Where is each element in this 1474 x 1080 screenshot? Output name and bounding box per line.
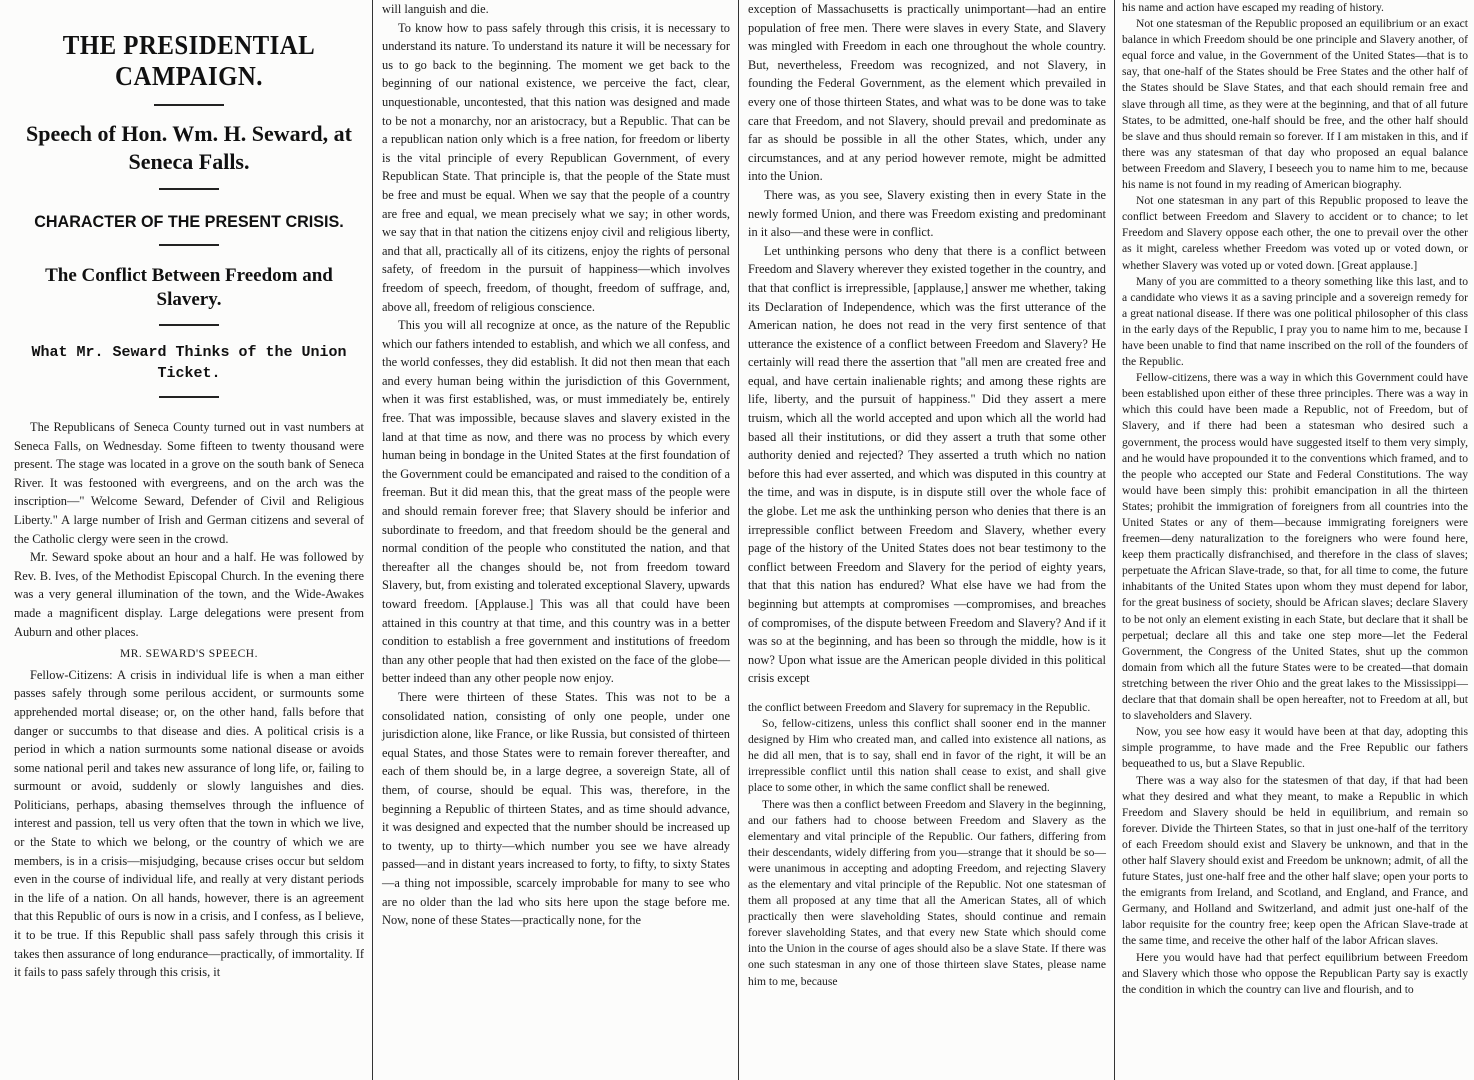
paragraph: Fellow-citizens, there was a way in which this Government could have been established upon either of these three principles. There was a way in which this could have been made a Republic, not of Freedom, but of Slavery, and if there had been a statesman who desired such a government, the process would have suggested itself to them very simply, and he would have propounded it to the conventions which framed, and to the people who accepted our State and Federal Constitutions. The way would have been simply this: prohibit emancipation in all the thirteen States; prohibit the immigration of foreigners from all countries into the United States or any of them—because immigrating foreigners were freemen—deny naturalization to the foreigners who were found here, keep them practically disfranchised, and therefore in the class of slaves; perpetuate the African Slave-trade, so that, for all time to come, the future inhabitants of the United States upon whom they must depend for labor, for the great business of society, should be African slaves; declare Slavery to be not only an element existing in each State, but declare that it shall be perpetual; declare all this and take one step more—let the Federal Government, the Congress of the United States, shut up the common domain from which all the future States were to be created—that domain stretching between the river Ohio and the great lakes to the Mississippi—declare that that domain shall be open hereafter, not to Freedom at all, but to slaveholders and Slavery. [1122, 371, 1468, 723]
conflict-headline: The Conflict Between Freedom and Slavery. [45, 265, 333, 310]
paragraph: There was then a conflict between Freedom and Slavery in the beginning, and our fathers had to choose between Freedom and Slavery as the elementary and vital principle of the Republic. Our fathers, differing from their descendants, widely differing from you—strange that it should be so—were unanimous in accepting and adopting Freedom, and rejecting Slavery as the elementary and vital principle of the Republic. Not one statesman of them all proposed at any time that all the American States, all of which practically then were slaveholding States, should continue and remain forever slaveholding States, and that every new State which should come into the Union in the course of ages should also be a slave State. If there was one such statesman in any one of those thirteen slave States, please name him to me, because [748, 797, 1106, 988]
paragraph: Let unthinking persons who deny that there is a conflict between Freedom and Slavery wherever they existed together in the country, and that that conflict is irrepressible, [applause,] answer me whether, taking its Declaration of Independence, which was the first utterance of the American nation, he does not read in the very first sentence of that utterance the existence of a conflict between Freedom and Slavery? He certainly will read there the assertion that "all men are created free and equal, and have certain inalienable rights; and among these rights are life, liberty, and the pursuit of happiness." Did they assert a mere truism, which all the world accepted and upon which all the world had based all their institutions, or did they assert a truth that some other authority denied and rejected? They asserted a truth which no nation before this had ever asserted, and which was disputed in this country at the time, and was in dispute, is in dispute still over the whole face of the globe. Let me ask the unthinking person who denies that there is an irrepressible conflict between Freedom and Slavery, whether every page of the history of the United States does not bear testimony to the conflict between Freedom and Slavery for the period of eighty years, that that this nation has endured? What else have we had from the beginning but attempts at compromises —compromises, and breaches of compromises, of the dispute between Freedom and Slavery? And if it was so at the beginning, and has been so through the middle, how is it now? Upon what issue are the American people divided in this political crisis except [748, 243, 1106, 686]
paragraph: his name and action have escaped my reading of history. [1122, 1, 1384, 14]
column-break [748, 688, 1106, 696]
paragraph: So, fellow-citizens, unless this conflict shall sooner end in the manner designed by Him who created man, and called into existence all nations, as he did all men, that is to say, shall end in favor of the right, it will be an irrepressible conflict until this nation shall cease to exist, and shall give place to some other, in which the same conflict shall be renewed. [748, 717, 1106, 795]
paragraph: Not one statesman of the Republic proposed an equilibrium or an exact balance in which Freedom should be one principle and Slavery another, of equal force and value, in the Government of the United States—that is to say, that one-half of the States should be Free States and the other half of the States should be Slave States, and that each should remain free and slave through all time, as they were at the beginning, and that of all future States, to be admitted, one-half should be free, and the other half should be slave and thus should remain so forever. If I am mistaken in this, and if there was any statesman of that day who proposed an equal balance between Freedom and Slavery, I beseech you to name him to me, because his name is not found in my reading of American biography. [1122, 17, 1468, 192]
column-rule [372, 0, 373, 1080]
headline-divider [159, 324, 219, 326]
paragraph: the conflict between Freedom and Slavery for supremacy in the Republic. [748, 700, 1091, 714]
speech-headline: Speech of Hon. Wm. H. Seward, at Seneca Falls. [26, 121, 352, 174]
paragraph: The Republicans of Seneca County turned out in vast numbers at Seneca Falls, on Wednesday. Some fifteen to twenty thousand were present. The stage was located in a grove on the south bank of Seneca River. It was festooned with evergreens, and on the arch was the inscription—" Welcome Seward, Defender of Civil and Religious Liberty." A large number of Irish and German citizens and several of the Catholic clergy were seen in the crowd. [14, 420, 364, 546]
article-body-small [748, 700, 1106, 990]
speech-subheading: MR. SEWARD'S SPEECH. [120, 648, 258, 661]
article-body [14, 418, 364, 982]
column-4 [1116, 0, 1474, 1080]
column-3 [740, 0, 1114, 1080]
main-headline: THE PRESIDENTIAL CAMPAIGN. [62, 30, 316, 91]
column-rule [738, 0, 739, 1080]
paragraph: Here you would have had that perfect equilibrium between Freedom and Slavery which those who oppose the Republican Party say is exactly the condition in which the country can live and flourish, and to [1122, 950, 1468, 996]
article-body-small [1122, 0, 1468, 998]
headline-divider [159, 396, 219, 398]
paragraph: There was, as you see, Slavery existing then in every State in the newly formed Union, and there was Freedom existing and predominant in it also—and these were in conflict. [748, 187, 1106, 240]
paragraph: will languish and die. [382, 2, 489, 16]
paragraph: Many of you are committed to a theory something like this last, and to a candidate who views it as a saving principle and a sovereign remedy for a great national disease. If there was one political philosopher of this class in the early days of the Republic, I pray you to name him to me, because I have been unable to find that name inscribed on the roll of the founders of the Republic. [1122, 274, 1468, 369]
paragraph: This you will all recognize at once, as the nature of the Republic which our fathers intended to establish, and which we all confess, and the world confesses, they did establish. It did not then mean that each and every human being within the jurisdiction of this Government, when it was first established, was, or must immediately be, entirely free. That was impossible, because slaves and slavery existed in the land at that time as now, and there was no process by which every human being in bondage in the United States at the first foundation of the Government could be emancipated and raised to the condition of a freeman. But it did mean this, that the great mass of the people were and should remain forever free; that Slavery should be inferior and subordinate to freedom, and that freedom should be the general and normal condition of the people who constituted the nation, and that thereafter all the changes should be, not from freedom toward Slavery, but, from existing and tolerated exceptional Slavery, upwards toward freedom. [Applause.] This was all that could have been attained in this country at that time, and this country was in a better condition to establish a free government and institutions of freedom than any other people that had then existed on the face of the globe—better indeed than any other people now enjoy. [382, 318, 730, 686]
union-ticket-headline: What Mr. Seward Thinks of the Union Ticket. [31, 344, 347, 382]
paragraph: Mr. Seward spoke about an hour and a half. He was followed by Rev. B. Ives, of the Methodist Episcopal Church. In the evening there was a very general illumination of the town, and the Wide-Awakes made a magnificent display. Large delegations were present from Auburn and other places. [14, 550, 364, 639]
column-rule [1114, 0, 1115, 1080]
paragraph: Not one statesman in any part of this Republic proposed to leave the conflict between Freedom and Slavery to accident or to chance; to let Freedom and Slavery oppose each other, the one to prevail over the other as it might, careless whether Freedom was voted up or voted down, or whether Slavery was voted up or voted down. [Great applause.] [1122, 194, 1468, 272]
column-2 [374, 0, 738, 1080]
paragraph: Fellow-Citizens: A crisis in individual life is when a man either passes safely through some perilous accident, or surmounts some apprehended mortal disease; or, on the other hand, falls before that danger or succumbs to that disease and dies. A political crisis is a period in which a nation surmounts some national disease or avoids some national peril and takes new assurance of long life, or, failing to surmount or avoid, suddenly or slowly languishes and dies. Politicians, perhaps, abasing themselves through the influence of interest and passion, tell us very often that the town in which we live, or the State to which we belong, or the country of which we are members, is in a crisis—misjudging, because crises occur but seldom even in the course of individual life, and really at very distant periods in the life of a nation. On all hands, however, there is an agreement that this Republic of ours is now in a crisis, and I confess, as I believe, it to be true. If this Republic shall pass safely through this crisis it takes then assurance of long endurance—practically, of immortality. If it fails to pass safely through this crisis, it [14, 667, 364, 980]
character-headline: CHARACTER OF THE PRESENT CRISIS. [34, 212, 344, 231]
paragraph: There was a way also for the statesmen of that day, if that had been what they desired and what they meant, to make a Republic in which Freedom and Slavery should be held in equilibrium, and remain so forever. Divide the Thirteen States, so that in just one-half of the territory of each Freedom should exist and Slavery be unknown, and that in the other half Slavery should exist and Freedom be unknown; admit, of all the future States, just one-half free and the other half slave; open your ports to the emigrants from Ireland, and Scotland, and England, and France, and Germany, and Holland and Switzerland, and admit just one-half of the labor requisite for the country free; keep open the African Slave-trade at the same time, and receive the other half of the labor African slaves. [1122, 773, 1468, 948]
column-1 [0, 0, 372, 1080]
headline-divider [159, 244, 219, 246]
headline-divider [154, 104, 224, 106]
article-body [382, 0, 730, 930]
paragraph: To know how to pass safely through this crisis, it is necessary to understand its nature. To understand its nature it will be necessary for us to go back to the beginning. The moment we get back to the beginning of our national existence, we perceive the fact, clear, unquestionable, uncontested, that this nation was designed and made to be not a monarchy, nor an aristocracy, but a Republic. That can be a republican nation only which is a free nation, for freedom or liberty is the vital principle of every Republican Government, of every Republican State. That principle is, that the people of the State must be free and must be equal. When we say that the people of a country are free and equal, we mean precisely what we say; in other words, we say that in that nation the citizens enjoy civil and religious liberty, and that all, practically all of its citizens, enjoy the rights of personal safety, of freedom in the pursuit of happiness—which involves freedom of speech, freedom, of thought, freedom of suffrage, and, above all, freedom of religious conscience. [382, 20, 730, 314]
headline-divider [159, 188, 219, 190]
paragraph: exception of Massachusetts is practically unimportant—had an entire population of free men. There were slaves in every State, and Slavery was mingled with Freedom in each one throughout the whole country. But, nevertheless, Freedom was recognized, and not Slavery, in founding the Federal Government, as the element which prevailed in every one of those thirteen States, and what was to be done was to take care that Freedom, and not Slavery, should prevail and predominate as far as should be possible in all the other States, which, under any circumstances, and at any period however remote, might be admitted into the Union. [748, 2, 1106, 184]
paragraph: There were thirteen of these States. This was not to be a consolidated nation, consisting of only one people, under one jurisdiction alone, like France, or like Russia, but consisted of thirteen equal States, and those States were to remain forever thereafter, and each of them should be, in a large degree, a sovereign State, all of them, of course, should be equal. This was, therefore, in the beginning a Republic of thirteen States, and as time should advance, it was designed and expected that the number should be increased up to twenty, up to thirty—which number you see we have already passed—and in distant years increased to forty, to fifty, to sixty States—a thing not impossible, scarcely improbable for many to see who are no older than the lad who sits here upon the stage before me. Now, none of these States—practically none, for the [382, 689, 730, 928]
paragraph: Now, you see how easy it would have been at that day, adopting this simple programme, to have made and the Free Republic our fathers bequeathed to us, but a Slave Republic. [1122, 725, 1468, 771]
article-body [748, 0, 1106, 688]
